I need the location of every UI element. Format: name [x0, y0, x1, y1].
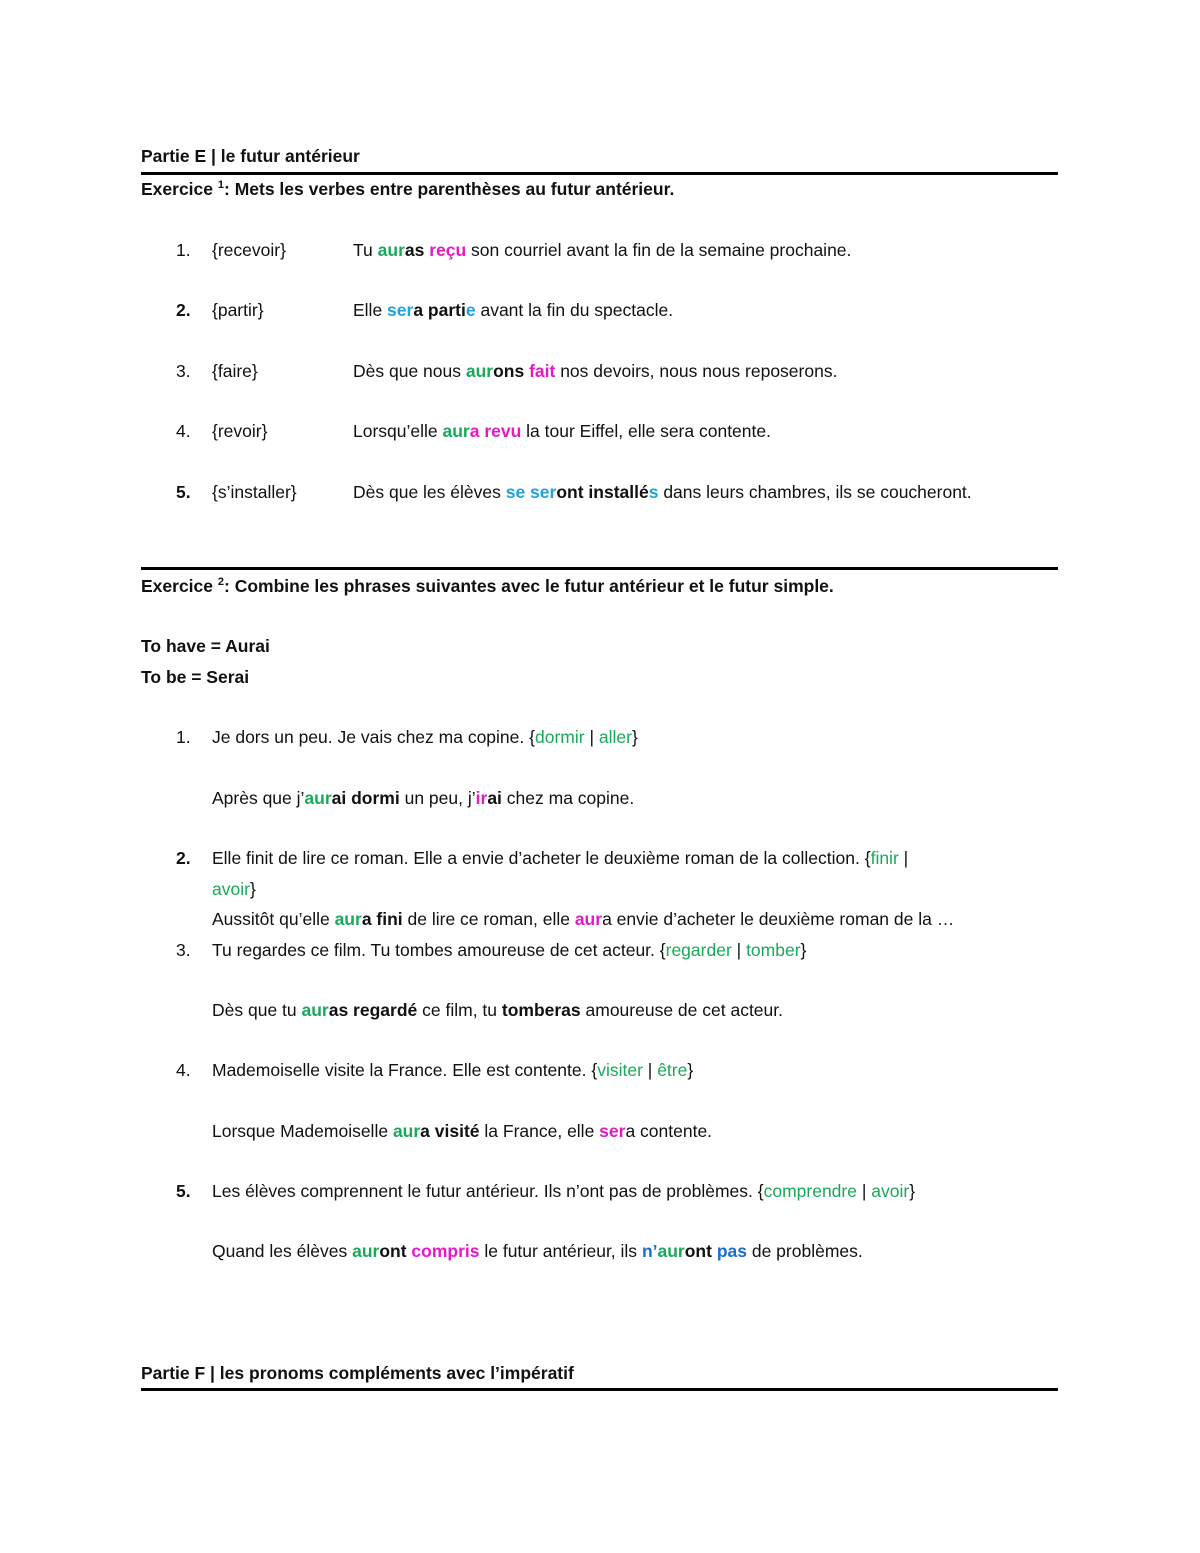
answer-sentence: Après que j’aurai dormi un peu, j’irai chez ma copine.: [212, 788, 635, 808]
prompt-sentence: Je dors un peu. Je vais chez ma copine. {dormir | aller}: [212, 727, 638, 747]
exercise-1-heading: Exercice $^1$: Mets les verbes entre parenthèses au futur antérieur.: [141, 179, 675, 199]
prompt-sentence: Elle finit de lire ce roman. Elle a envie d’acheter le deuxième roman de la collection. {finir |: [212, 848, 909, 868]
prompt-sentence: Les élèves comprennent le futur antérieur. Ils n’ont pas de problèmes. {comprendre | avoir}: [212, 1181, 916, 1201]
answer-sentence: Aussitôt qu’elle aura fini de lire ce roman, elle aura envie d’acheter le deuxième roman de la …: [212, 909, 955, 929]
prompt-sentence: Mademoiselle visite la France. Elle est contente. {visiter | être}: [212, 1060, 694, 1080]
answer-sentence: Dès que les élèves se seront installés dans leurs chambres, ils se coucheront.: [353, 482, 972, 502]
verb-hint: {revoir}: [212, 421, 268, 441]
section-heading-f: Partie F | les pronoms compléments avec l’impératif: [141, 1363, 574, 1383]
section-rule: [141, 1388, 1058, 1391]
prompt-sentence-continued: avoir}: [212, 879, 256, 899]
prompt-sentence: Tu regardes ce film. Tu tombes amoureuse de cet acteur. {regarder | tomber}: [212, 940, 807, 960]
section-heading-e: Partie E | le futur antérieur: [141, 146, 360, 166]
section-rule: [141, 567, 1058, 570]
hint-have: To have = Aurai: [141, 636, 270, 656]
section-rule: [141, 172, 1058, 175]
answer-sentence: Lorsqu’elle aura revu la tour Eiffel, elle sera contente.: [353, 421, 771, 441]
verb-hint: {partir}: [212, 300, 264, 320]
answer-sentence: Tu auras reçu son courriel avant la fin de la semaine prochaine.: [353, 240, 852, 260]
hint-be: To be = Serai: [141, 667, 250, 687]
verb-hint: {s’installer}: [212, 482, 297, 502]
document-page: Partie E | le futur antérieur Exercice $^1$: Mets les verbes entre parenthèses au futur antérieur. 1. {recevoir} Tu auras reçu son courriel avant la fin de la semaine prochaine. 2. {partir} Elle sera partie avant la fin du spectacle. 3. {faire} Dès que nous aurons fait nos devoirs, nous nous reposerons. 4. {revoir} Lorsqu’elle aura revu la tour Eiffel, elle sera contente. 5. {s’installer} Dès que les élèves se seront installés dans leurs chambres, ils se coucheront. Exercice $^2$: Combine les phrases suivantes avec le futur antérieur et le futur simple. To have = Aurai To be = Serai 1. Je dors un peu. Je vais chez ma copine. {dormir | aller} Après que j’aurai dormi un peu, j’irai chez ma copine. 2. Elle finit de lire ce roman. Elle a envie d’acheter le deuxième roman de la collection. {finir | avoir} Aussitôt qu’elle aura fini de lire ce roman, elle aura envie d’acheter le deuxième roman de la … 3. Tu regardes ce film. Tu tombes amoureuse de cet acteur. {regarder | tomber} Dès que tu auras regardé ce film, tu tomberas amoureuse de cet acteur. 4. Mademoiselle visite la France. Elle est contente. {visiter | être} Lorsque Mademoiselle aura visité la France, elle sera contente. 5. Les élèves comprennent le futur antérieur. Ils n’ont pas de problèmes. {comprendre | avoir} Quand les élèves auront compris le futur antérieur, ils n’auront pas de problèmes. Partie F | les pronoms compléments avec l’impératif: [0, 0, 1200, 1553]
exercise-2-heading: Exercice $^2$: Combine les phrases suivantes avec le futur antérieur et le futur simple.: [141, 576, 834, 596]
answer-sentence: Lorsque Mademoiselle aura visité la France, elle sera contente.: [212, 1121, 713, 1141]
verb-hint: {recevoir}: [212, 240, 286, 260]
verb-hint: {faire}: [212, 361, 258, 381]
answer-sentence: Quand les élèves auront compris le futur antérieur, ils n’auront pas de problèmes.: [212, 1241, 863, 1261]
answer-sentence: Elle sera partie avant la fin du spectacle.: [353, 300, 674, 320]
answer-sentence: Dès que tu auras regardé ce film, tu tomberas amoureuse de cet acteur.: [212, 1000, 783, 1020]
answer-sentence: Dès que nous aurons fait nos devoirs, nous nous reposerons.: [353, 361, 838, 381]
